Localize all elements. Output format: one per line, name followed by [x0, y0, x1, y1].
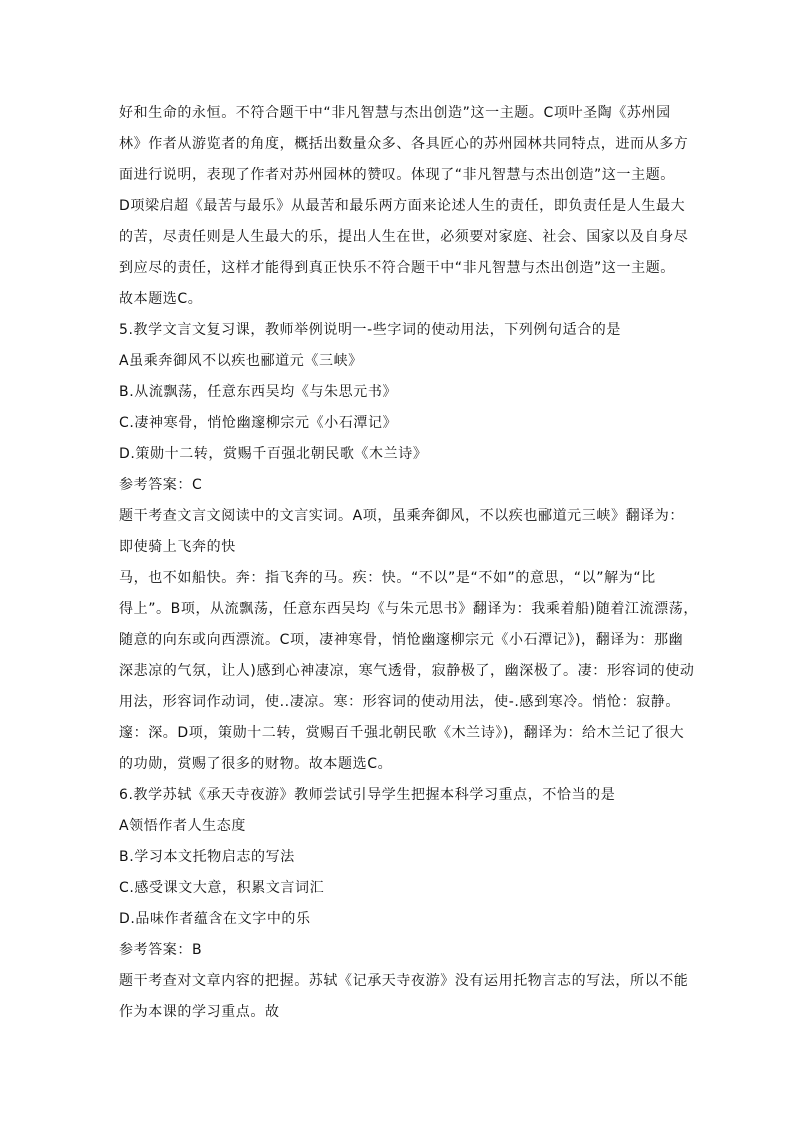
answer-conclusion: 故本题选C。	[119, 291, 203, 307]
text-line: 的苦，尽责任则是人生最大的乐，提出人生在世，必须要对家庭、社会、国家以及自身尽	[119, 229, 689, 245]
question-5-option-c: C.凄神寒骨，悄怆幽邃柳宗元《小石潭记》	[119, 415, 398, 431]
text-line: 好和生命的永恒。不符合题干中“非凡智慧与杰出创造”这一主题。C项叶圣陶《苏州园	[119, 105, 671, 121]
question-6-option-a: A领悟作者人生态度	[119, 818, 246, 834]
text-line: 的功勋，赏赐了很多的财物。故本题选C。	[119, 756, 393, 772]
question-6-option-d: D.品味作者蕴含在文字中的乐	[119, 911, 311, 927]
question-6-option-b: B.学习本文托物启志的写法	[119, 849, 295, 865]
text-line: 林》作者从游览者的角度，概括出数量众多、各具匠心的苏州园林共同特点，进而从多方	[119, 136, 689, 152]
text-line: 作为本课的学习重点。故	[119, 1004, 280, 1020]
question-5-answer: 参考答案：C	[119, 477, 203, 493]
question-5-option-a: A虽乘奔御风不以疾也郦道元《三峡》	[119, 353, 363, 369]
question-6-option-c: C.感受课文大意，积累文言词汇	[119, 880, 325, 896]
text-line: 题干考查文言文阅读中的文言实词。A项，虽乘奔御风，不以疾也郦道元三峡》翻译为：	[119, 508, 684, 524]
text-line: 即使骑上飞奔的快	[119, 539, 236, 555]
text-line: 深悲凉的气氛，让人)感到心神凄凉，寒气透骨，寂静极了，幽深极了。凄：形容词的使动	[119, 663, 695, 679]
text-line: 随意的向东或向西漂流。C项，凄神寒骨，悄怆幽邃柳宗元《小石潭记》)，翻译为：那幽	[119, 632, 684, 648]
text-line: 得上”。B项，从流飘荡，任意东西吴均《与朱元思书》翻译为：我乘着船)随着江流漂荡，	[119, 601, 698, 617]
text-line: 面进行说明，表现了作者对苏州园林的赞叹。体现了“非凡智慧与杰出创造”这一主题。	[119, 167, 675, 183]
question-5-stem: 5.教学文言文复习课，教师举例说明一-些字词的使动用法，下列例句适合的是	[119, 322, 622, 338]
text-line: 到应尽的责任，这样才能得到真正快乐不符合题干中“非凡智慧与杰出创造”这一主题。	[119, 260, 675, 276]
text-line: 邃：深。D项，策勋十二转，赏赐百千强北朝民歌《木兰诗》)，翻译为：给木兰记了很大	[119, 725, 685, 741]
text-line: D项梁启超《最苦与最乐》从最苦和最乐两方面来论述人生的责任，即负责任是人生最大	[119, 198, 686, 214]
question-5-option-b: B.从流飘荡，任意东西吴均《与朱思元书》	[119, 384, 398, 400]
text-line: 用法，形容词作动词，使..凄凉。寒：形容词的使动用法，使-.感到寒冷。悄怆：寂静。	[119, 694, 680, 710]
question-6-stem: 6.教学苏轼《承天寺夜游》教师尝试引导学生把握本科学习重点，不恰当的是	[119, 787, 616, 803]
text-line: 马，也不如船快。奔：指飞奔的马。疾：快。“不以”是“不如”的意思，“以”解为“比	[119, 570, 656, 586]
text-line: 题干考查对文章内容的把握。苏轼《记承天寺夜游》没有运用托物言志的写法，所以不能	[119, 973, 689, 989]
question-6-answer: 参考答案：B	[119, 942, 203, 958]
question-5-option-d: D.策勋十二转，赏赐千百强北朝民歌《木兰诗》	[119, 446, 428, 462]
